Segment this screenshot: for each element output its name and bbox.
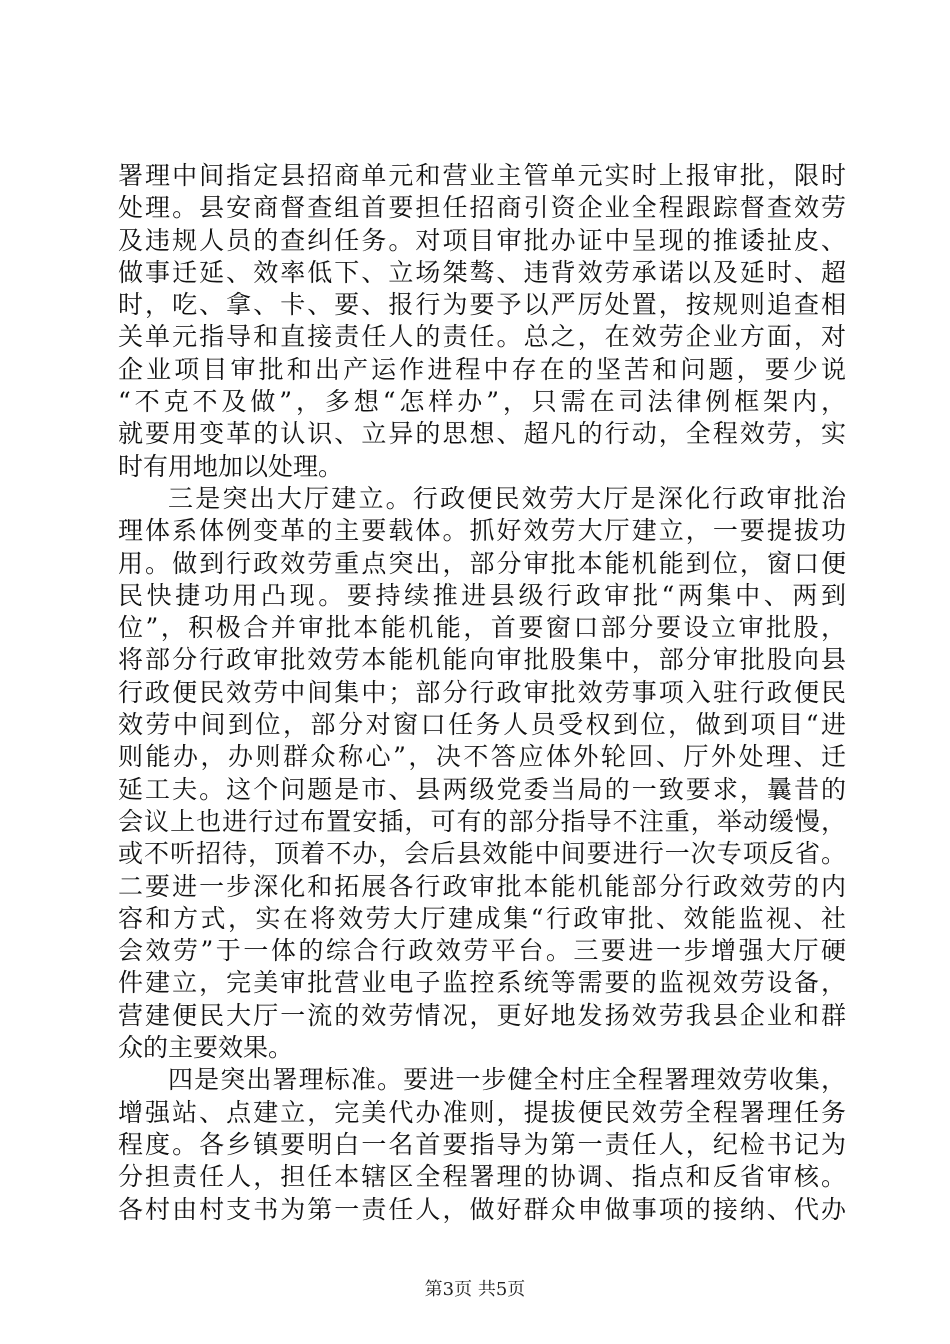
text-line: 及违规人员的查纠任务。对项目审批办证中呈现的推诿扯皮、 [118, 225, 846, 255]
text-line: 各村由村支书为第一责任人，做好群众申做事项的接纳、代办 [118, 1194, 846, 1224]
text-line: 程度。各乡镇要明白一名首要指导为第一责任人，纪检书记为 [118, 1129, 846, 1159]
text-line: 做事迁延、效率低下、立场桀骜、违背效劳承诺以及延时、超 [118, 257, 846, 287]
paragraph-start-line: 四是突出署理标准。要进一步健全村庄全程署理效劳收集， [168, 1065, 846, 1095]
text-line: 则能办，办则群众称心”，决不答应体外轮回、厅外处理、迁 [118, 742, 846, 772]
text-line: 就要用变革的认识、立异的思想、超凡的行动，全程效劳，实 [118, 419, 846, 449]
text-line: 理体系体例变革的主要载体。抓好效劳大厅建立，一要提拔功 [118, 516, 846, 546]
text-line: 会效劳”于一体的综合行政效劳平台。三要进一步增强大厅硬 [118, 936, 846, 966]
text-line: 分担责任人，担任本辖区全程署理的协调、指点和反省审核。 [118, 1162, 846, 1192]
text-line: 署理中间指定县招商单元和营业主管单元实时上报审批，限时 [118, 161, 846, 190]
text-line: 二要进一步深化和拓展各行政审批本能机能部分行政效劳的内 [118, 871, 846, 901]
paragraph-start-line: 三是突出大厅建立。行政便民效劳大厅是深化行政审批治 [168, 483, 846, 513]
text-line: 延工夫。这个问题是市、县两级党委当局的一致要求，曩昔的 [118, 774, 846, 804]
text-line: 民快捷功用凸现。要持续推进县级行政审批“两集中、两到 [118, 580, 846, 610]
text-line: 时，吃、拿、卡、要、报行为要予以严厉处置，按规则追查相 [118, 290, 846, 320]
page-footer [0, 1275, 950, 1301]
text-line: 时有用地加以处理。 [118, 451, 344, 481]
text-line: 行政便民效劳中间集中；部分行政审批效劳事项入驻行政便民 [118, 677, 846, 707]
text-line: 营建便民大厅一流的效劳情况，更好地发扬效劳我县企业和群 [118, 1000, 846, 1030]
text-line: 增强站、点建立，完美代办准则，提拔便民效劳全程署理任务 [118, 1097, 846, 1127]
text-line: 容和方式，实在将效劳大厅建成集“行政审批、效能监视、社 [118, 903, 846, 933]
text-line: 用。做到行政效劳重点突出，部分审批本能机能到位，窗口便 [118, 548, 846, 578]
text-line: 处理。县安商督查组首要担任招商引资企业全程跟踪督查效劳 [118, 193, 846, 223]
text-line: 或不听招待，顶着不办，会后县效能中间要进行一次专项反省。 [118, 839, 846, 869]
text-line: 众的主要效果。 [118, 1033, 294, 1063]
text-line: 关单元指导和直接责任人的责任。总之，在效劳企业方面，对 [118, 322, 846, 352]
text-line: “不克不及做”，多想“怎样办”，只需在司法律例框架内， [118, 387, 846, 417]
text-line: 效劳中间到位，部分对窗口任务人员受权到位，做到项目“进 [118, 710, 846, 740]
text-line: 件建立，完美审批营业电子监控系统等需要的监视效劳设备， [118, 968, 846, 998]
text-line: 位”，积极合并审批本能机能，首要窗口部分要设立审批股， [118, 613, 846, 643]
body-text [118, 160, 846, 1226]
page-number-label: 第3页 共5页 [424, 1279, 526, 1300]
text-line: 将部分行政审批效劳本能机能向审批股集中，部分审批股向县 [118, 645, 846, 675]
text-line: 会议上也进行过布置安插，可有的部分指导不注重，举动缓慢， [118, 806, 846, 836]
text-line: 企业项目审批和出产运作进程中存在的坚苦和问题，要少说 [118, 354, 846, 384]
